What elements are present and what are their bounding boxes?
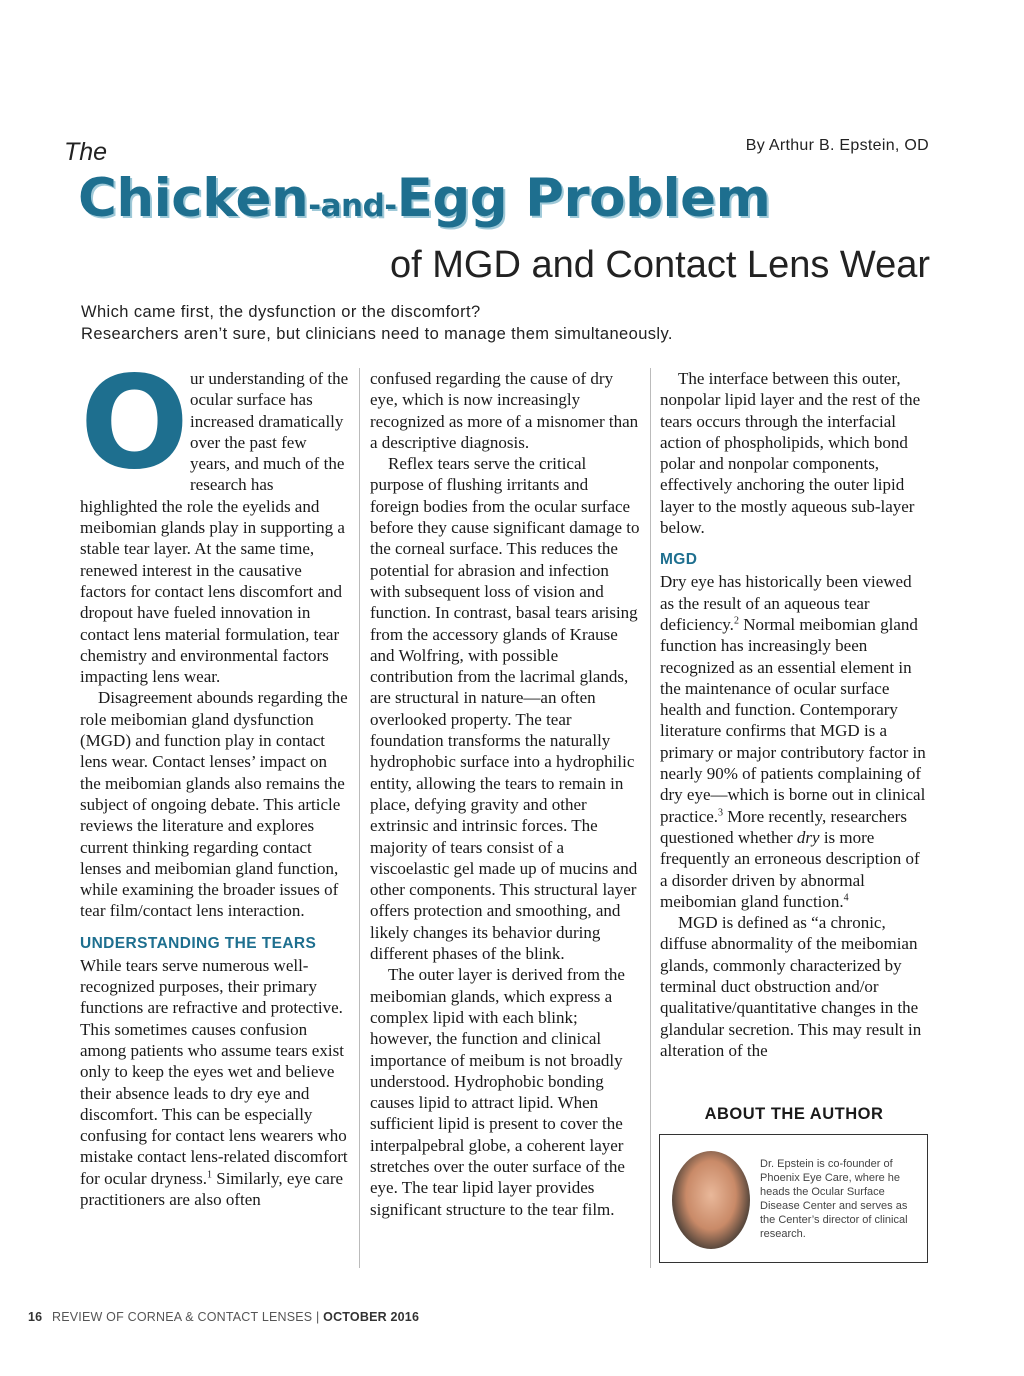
title-subtitle: of MGD and Contact Lens Wear: [390, 244, 930, 286]
page-number: 16: [28, 1310, 43, 1324]
footnote-ref: 2: [733, 615, 739, 627]
paragraph: MGD is defined as “a chronic, diffuse abnormality of the meibomian glands, commonly characterized by terminal duct obstruction and/or qualitative/quantitative changes in the glandular secretion. This may result in alteration of the: [660, 913, 922, 1060]
column-2: [370, 368, 640, 1220]
paragraph: confused regarding the cause of dry eye, which is now increasingly recognized as more of a misnomer than a descriptive diagnosis.: [370, 369, 639, 452]
paragraph: [660, 571, 930, 912]
deck-line-1: Which came first, the dysfunction or the discomfort?: [81, 303, 481, 321]
byline: By Arthur B. Epstein, OD: [745, 137, 929, 154]
paragraph: The outer layer is derived from the meibomian glands, which express a complex lipid with each blink; however, the function and clinical importance of meibum is not broadly understood. Hydrophobic bonding causes lipid to attract lipid. When sufficient lipid is present to cover the interpalpebral globe, a coherent layer stretches over the outer surface of the eye. The tear lipid layer provides significant structure to the tear film.: [370, 965, 625, 1219]
paragraph: ur understanding of the ocular surface has increased dramatically over the past few years, and much of the research has highlighted the role the eyelids and meibomian glands play in supporting a stable tear layer. At the same time, renewed interest in the causative factors for contact lens discomfort and dropout have fueled innovation in contact lens material formulation, tear chemistry and environmental factors impacting lens wear.: [80, 369, 349, 687]
text-run: Normal meibomian gland function has increasingly been recognized as an essential element in the maintenance of ocular surface health and function. Contemporary literature confirms that MGD is a primary or major contributory factor in nearly 90% of patients complaining of dry eye—which is borne out in clinical practice.: [660, 614, 926, 826]
paragraph: Disagreement abounds regarding the role meibomian gland dysfunction (MGD) and function play in contact lens wear. Contact lenses’ impact on the meibomian glands also remains the subject of ongoing debate. This article reviews the literature and explores current thinking regarding contact lenses and meibomian gland function, while examining the broader issues of tear film/contact lens interaction.: [80, 688, 348, 921]
deck: [81, 301, 673, 345]
column-divider: [650, 368, 651, 1268]
text-run: Dry eye has historically been viewed as the result of an aqueous tear deficiency.: [660, 572, 912, 634]
magazine-name: REVIEW OF CORNEA & CONTACT LENSES |: [52, 1310, 320, 1324]
footnote-ref: 3: [718, 806, 724, 818]
about-author-box: [659, 1134, 928, 1263]
section-heading-tears: UNDERSTANDING THE TEARS: [80, 934, 317, 952]
text-run: is more frequently an erroneous description of a disorder driven by abnormal meibomian gland function.: [660, 827, 920, 911]
issue-date: OCTOBER 2016: [323, 1310, 420, 1324]
emphasis-text: dry: [796, 827, 820, 847]
paragraph: The interface between this outer, nonpolar lipid layer and the rest of the tears occurs through the interfacial action of phospholipids, which bond polar and nonpolar components, effectively anchoring the outer lipid layer to the mostly aqueous sub-layer below.: [660, 369, 921, 538]
text-run: Similarly, eye care practitioners are also often: [80, 1168, 344, 1209]
about-author-heading: ABOUT THE AUTHOR: [704, 1105, 884, 1123]
paragraph: Reflex tears serve the critical purpose of flushing irritants and foreign bodies from the ocular surface before they cause significant damage to the corneal surface. This reduces the potential for abrasion and infection with subsequent loss of vision and function. In contrast, basal tears arising from the accessory glands of Krause and Wolfring, with possible contribution from the lacrimal glands, are structural in nature—an often overlooked property. The tear foundation transforms the naturally hydrophobic surface into a hydrophilic entity, allowing the tears to remain in place, defying gravity and other extrinsic and intrinsic forces. The majority of tears consist of a viscoelastic gel made up of mucins and other components. This structural layer offers protection and smoothing, and likely changes its behavior during different phases of the blink.: [370, 454, 640, 964]
text-run: While tears serve numerous well-recognized purposes, their primary functions are refractive and protective. This sometimes causes confusion among patients who assume tears exist only to keep the eyes wet and believe their absence leads to dry eye and discomfort. This can be especially confusing for contact lens wearers who mistake contact lens-related discomfort for ocular dryness.: [80, 955, 348, 1188]
column-3: [660, 368, 930, 1061]
deck-line-2: Researchers aren’t sure, but clinicians need to manage them simultaneously.: [81, 325, 673, 343]
column-divider: [359, 368, 360, 1268]
column-1: [80, 349, 350, 1210]
text-run: More recently, researchers questioned whether: [660, 806, 907, 847]
title-part-and: -and-: [308, 188, 397, 224]
page-title: [78, 168, 770, 229]
author-photo: [672, 1151, 750, 1249]
section-heading-mgd: MGD: [660, 551, 698, 569]
about-author-text: Dr. Epstein is co-founder of Phoenix Eye Care, where he heads the Ocular Surface Disease Center and serves as the Center’s director of clinical research.: [760, 1158, 908, 1240]
title-part-egg: Egg Problem: [396, 168, 771, 229]
drop-cap: O: [80, 349, 189, 498]
paragraph: [80, 955, 350, 1211]
title-the: The: [64, 138, 108, 166]
title-part-chicken: Chicken: [78, 168, 309, 229]
page-footer: [28, 1310, 419, 1324]
footnote-ref: 4: [843, 892, 849, 904]
footnote-ref: 1: [207, 1169, 212, 1181]
